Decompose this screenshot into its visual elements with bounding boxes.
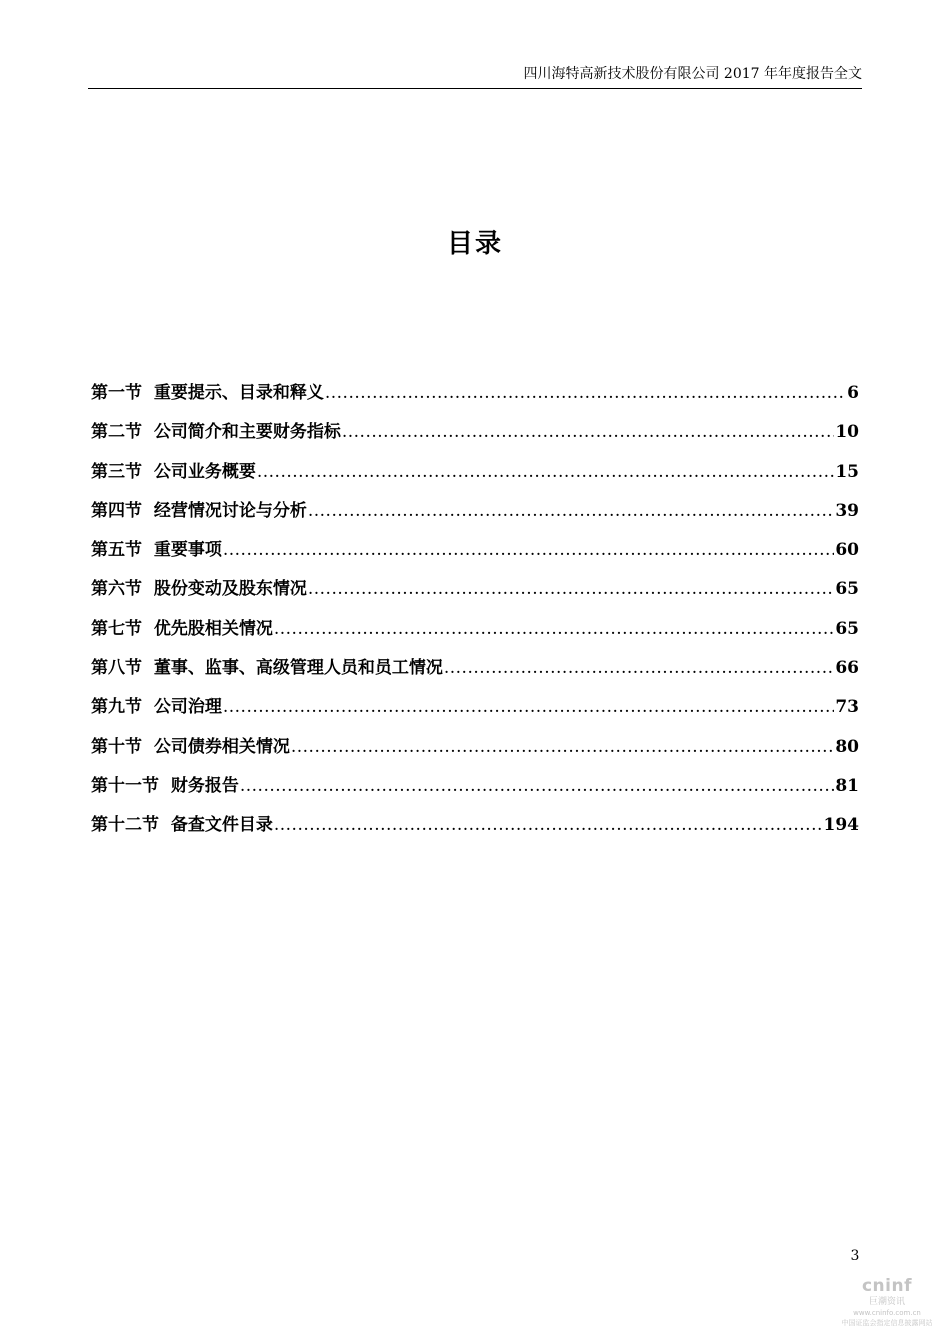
running-header: 四川海特高新技术股份有限公司 2017 年年度报告全文 bbox=[523, 66, 862, 82]
toc-entry-title: 第十节 公司债券相关情况 bbox=[91, 736, 290, 757]
toc-entry[interactable] bbox=[91, 576, 859, 615]
toc-entry[interactable] bbox=[91, 616, 859, 655]
toc-entry-title: 第七节 优先股相关情况 bbox=[91, 618, 273, 639]
toc-entry-title: 第三节 公司业务概要 bbox=[91, 461, 256, 482]
toc-dot-leader bbox=[240, 773, 834, 799]
toc-dot-leader bbox=[291, 734, 834, 760]
toc-dot-leader bbox=[274, 812, 823, 838]
toc-dot-leader bbox=[444, 655, 834, 681]
toc-dot-leader bbox=[325, 380, 846, 406]
toc-entry-title: 第八节 董事、监事、高级管理人员和员工情况 bbox=[91, 658, 443, 679]
toc-entry[interactable] bbox=[91, 459, 859, 498]
toc-dot-leader bbox=[257, 459, 834, 485]
toc-entry[interactable] bbox=[91, 773, 859, 812]
watermark-brand: 巨潮资讯 bbox=[868, 1297, 905, 1307]
toc-dot-leader bbox=[342, 419, 834, 445]
toc-entry[interactable] bbox=[91, 537, 859, 576]
toc-entry-title: 第九节 公司治理 bbox=[91, 697, 222, 718]
toc-entry[interactable] bbox=[91, 812, 859, 851]
toc-entry-page: 66 bbox=[835, 658, 859, 679]
toc-dot-leader bbox=[308, 576, 834, 602]
toc-entry-page: 65 bbox=[835, 618, 859, 639]
toc-entry-title: 第十一节 财务报告 bbox=[91, 775, 239, 796]
toc-dot-leader bbox=[223, 694, 834, 720]
toc-entry[interactable] bbox=[91, 655, 859, 694]
cninfo-logo: cninf bbox=[861, 1276, 912, 1296]
toc-entry-page: 10 bbox=[835, 422, 859, 443]
toc-entry[interactable] bbox=[91, 694, 859, 733]
page-title: 目录 bbox=[446, 229, 503, 259]
page-number: 3 bbox=[850, 1248, 860, 1264]
header-rule bbox=[88, 88, 862, 89]
toc-entry[interactable] bbox=[91, 419, 859, 458]
toc-entry[interactable] bbox=[91, 380, 859, 419]
toc-entry-page: 39 bbox=[835, 500, 859, 521]
toc-entry-page: 15 bbox=[835, 461, 859, 482]
toc-entry-page: 73 bbox=[835, 697, 859, 718]
watermark-url: www.cninfo.com.cn bbox=[853, 1309, 921, 1317]
toc-entry-title: 第六节 股份变动及股东情况 bbox=[91, 579, 307, 600]
cninfo-watermark bbox=[832, 1276, 942, 1338]
toc-dot-leader bbox=[223, 537, 834, 563]
toc-entry-title: 第十二节 备查文件目录 bbox=[91, 815, 273, 836]
toc-entry-page: 60 bbox=[835, 540, 859, 561]
watermark-tagline: 中国证监会指定信息披露网站 bbox=[841, 1319, 933, 1327]
toc-entry[interactable] bbox=[91, 734, 859, 773]
toc-entry-title: 第二节 公司简介和主要财务指标 bbox=[91, 422, 341, 443]
toc-entry-page: 65 bbox=[835, 579, 859, 600]
toc-entry-page: 81 bbox=[835, 775, 859, 796]
toc-entry[interactable] bbox=[91, 498, 859, 537]
toc-entry-title: 第五节 重要事项 bbox=[91, 540, 222, 561]
table-of-contents bbox=[91, 380, 859, 852]
toc-entry-page: 80 bbox=[835, 736, 859, 757]
toc-dot-leader bbox=[308, 498, 834, 524]
toc-entry-page: 194 bbox=[823, 815, 859, 836]
toc-dot-leader bbox=[274, 616, 834, 642]
toc-entry-page: 6 bbox=[847, 383, 859, 403]
toc-entry-title: 第一节 重要提示、目录和释义 bbox=[91, 383, 324, 403]
toc-entry-title: 第四节 经营情况讨论与分析 bbox=[91, 500, 307, 521]
